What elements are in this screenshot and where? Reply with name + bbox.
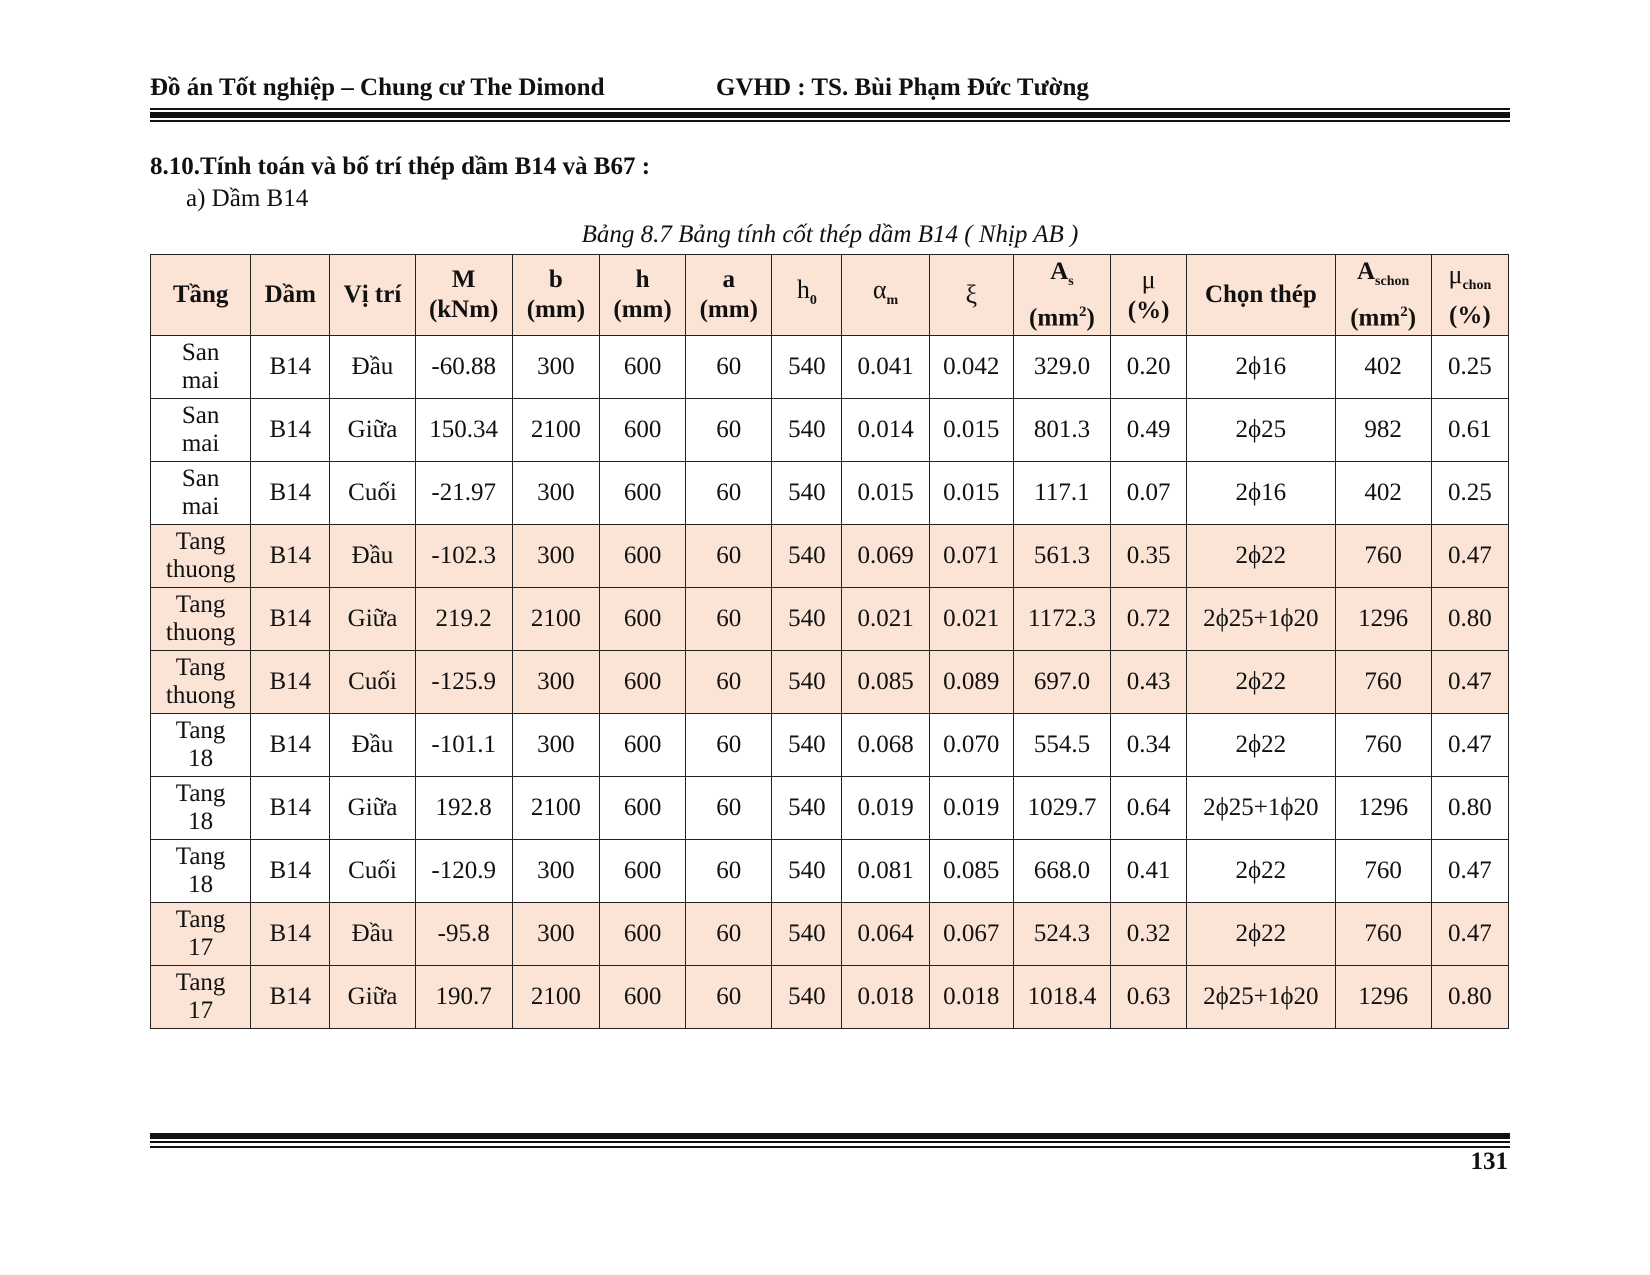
cell-mu: 0.32: [1111, 903, 1187, 966]
cell-mu: 0.49: [1111, 399, 1187, 462]
cell-h: 600: [599, 840, 685, 903]
cell-h: 600: [599, 588, 685, 651]
col-header-a: a (mm): [686, 255, 772, 336]
cell-h: 600: [599, 966, 685, 1029]
cell-tang: Tang 18: [151, 714, 251, 777]
table-caption: Bảng 8.7 Bảng tính cốt thép dầm B14 ( Nhịp AB ): [581, 221, 1079, 248]
cell-muchon: 0.47: [1431, 840, 1508, 903]
cell-a: 60: [686, 525, 772, 588]
cell-aschon: 402: [1335, 462, 1431, 525]
cell-xi: 0.071: [929, 525, 1013, 588]
table-row: [151, 588, 1509, 651]
cell-dam: B14: [251, 714, 330, 777]
table-row: [151, 462, 1509, 525]
cell-thep: 2ϕ25: [1187, 399, 1335, 462]
cell-tang: Tang 18: [151, 777, 251, 840]
cell-b: 2100: [512, 588, 599, 651]
cell-tang: Tang thuong: [151, 651, 251, 714]
col-header-as: $A_s$ $(mm^2)$: [1013, 255, 1110, 336]
cell-aschon: 760: [1335, 840, 1431, 903]
col-header-vitri: Vị trí: [330, 255, 415, 336]
cell-mu: 0.34: [1111, 714, 1187, 777]
table-row: [151, 966, 1509, 1029]
table-row: [151, 399, 1509, 462]
cell-h0: 540: [772, 525, 842, 588]
cell-mu: 0.72: [1111, 588, 1187, 651]
cell-aschon: 760: [1335, 651, 1431, 714]
cell-dam: B14: [251, 525, 330, 588]
cell-tang: Tang 17: [151, 903, 251, 966]
cell-as: 117.1: [1013, 462, 1110, 525]
cell-alpha: 0.085: [842, 651, 929, 714]
col-header-mu: μ (%): [1111, 255, 1187, 336]
cell-b: 300: [512, 714, 599, 777]
cell-dam: B14: [251, 399, 330, 462]
cell-muchon: 0.80: [1431, 588, 1508, 651]
cell-as: 524.3: [1013, 903, 1110, 966]
cell-mu: 0.43: [1111, 651, 1187, 714]
cell-muchon: 0.80: [1431, 777, 1508, 840]
cell-as: 1029.7: [1013, 777, 1110, 840]
col-header-tang: Tầng: [151, 255, 251, 336]
cell-dam: B14: [251, 840, 330, 903]
cell-thep: 2ϕ25+1ϕ20: [1187, 966, 1335, 1029]
cell-a: 60: [686, 777, 772, 840]
cell-muchon: 0.25: [1431, 336, 1508, 399]
cell-thep: 2ϕ22: [1187, 525, 1335, 588]
cell-aschon: 1296: [1335, 777, 1431, 840]
cell-thep: 2ϕ22: [1187, 840, 1335, 903]
col-header-xi: ξ: [929, 255, 1013, 336]
cell-tang: San mai: [151, 462, 251, 525]
cell-b: 2100: [512, 399, 599, 462]
cell-xi: 0.015: [929, 462, 1013, 525]
cell-vitri: Cuối: [330, 462, 415, 525]
cell-a: 60: [686, 714, 772, 777]
cell-as: 1172.3: [1013, 588, 1110, 651]
header-title: Đồ án Tốt nghiệp – Chung cư The Dimond: [150, 74, 605, 101]
cell-h0: 540: [772, 903, 842, 966]
cell-thep: 2ϕ22: [1187, 651, 1335, 714]
cell-xi: 0.085: [929, 840, 1013, 903]
table-row: [151, 714, 1509, 777]
cell-b: 2100: [512, 966, 599, 1029]
cell-tang: Tang thuong: [151, 525, 251, 588]
cell-b: 2100: [512, 777, 599, 840]
cell-h0: 540: [772, 462, 842, 525]
cell-alpha: 0.021: [842, 588, 929, 651]
cell-b: 300: [512, 840, 599, 903]
cell-dam: B14: [251, 966, 330, 1029]
col-header-aschon: $A_{schon}$ $(mm^2)$: [1335, 255, 1431, 336]
cell-vitri: Đầu: [330, 336, 415, 399]
cell-h: 600: [599, 903, 685, 966]
cell-aschon: 402: [1335, 336, 1431, 399]
cell-vitri: Giữa: [330, 588, 415, 651]
cell-b: 300: [512, 525, 599, 588]
cell-aschon: 760: [1335, 525, 1431, 588]
cell-a: 60: [686, 462, 772, 525]
header-rule: [150, 108, 1510, 125]
col-header-h0: $h_0$: [772, 255, 842, 336]
cell-m: -21.97: [415, 462, 512, 525]
cell-m: 150.34: [415, 399, 512, 462]
cell-xi: 0.042: [929, 336, 1013, 399]
cell-muchon: 0.61: [1431, 399, 1508, 462]
header-advisor: GVHD : TS. Bùi Phạm Đức Tường: [716, 74, 1089, 101]
cell-b: 300: [512, 651, 599, 714]
sub-heading: a) Dầm B14: [186, 185, 309, 212]
col-header-alpha: $\alpha_m$: [842, 255, 929, 336]
cell-muchon: 0.80: [1431, 966, 1508, 1029]
col-header-m: M (kNm): [415, 255, 512, 336]
cell-mu: 0.64: [1111, 777, 1187, 840]
cell-m: -125.9: [415, 651, 512, 714]
footer-rule: [150, 1133, 1510, 1150]
cell-m: 219.2: [415, 588, 512, 651]
cell-muchon: 0.47: [1431, 714, 1508, 777]
cell-alpha: 0.068: [842, 714, 929, 777]
cell-aschon: 1296: [1335, 966, 1431, 1029]
cell-xi: 0.019: [929, 777, 1013, 840]
cell-a: 60: [686, 651, 772, 714]
cell-b: 300: [512, 903, 599, 966]
cell-thep: 2ϕ25+1ϕ20: [1187, 588, 1335, 651]
cell-dam: B14: [251, 462, 330, 525]
page-header: [150, 74, 1510, 106]
cell-m: -102.3: [415, 525, 512, 588]
cell-muchon: 0.47: [1431, 651, 1508, 714]
cell-dam: B14: [251, 336, 330, 399]
cell-m: -95.8: [415, 903, 512, 966]
cell-a: 60: [686, 399, 772, 462]
table-row: [151, 840, 1509, 903]
cell-h0: 540: [772, 777, 842, 840]
cell-aschon: 760: [1335, 714, 1431, 777]
cell-xi: 0.021: [929, 588, 1013, 651]
cell-as: 329.0: [1013, 336, 1110, 399]
cell-dam: B14: [251, 588, 330, 651]
cell-m: -60.88: [415, 336, 512, 399]
table-header-row: [151, 255, 1509, 336]
page-number: 131: [1470, 1148, 1508, 1175]
table-row: [151, 777, 1509, 840]
cell-alpha: 0.014: [842, 399, 929, 462]
table-row: [151, 525, 1509, 588]
cell-m: 190.7: [415, 966, 512, 1029]
rebar-table: [150, 254, 1509, 1029]
cell-tang: San mai: [151, 399, 251, 462]
cell-mu: 0.41: [1111, 840, 1187, 903]
cell-alpha: 0.069: [842, 525, 929, 588]
cell-xi: 0.070: [929, 714, 1013, 777]
cell-dam: B14: [251, 903, 330, 966]
cell-xi: 0.067: [929, 903, 1013, 966]
cell-h0: 540: [772, 714, 842, 777]
cell-mu: 0.07: [1111, 462, 1187, 525]
col-header-muchon: $\mu_{chon}$ (%): [1431, 255, 1508, 336]
cell-h0: 540: [772, 399, 842, 462]
cell-m: -120.9: [415, 840, 512, 903]
cell-a: 60: [686, 966, 772, 1029]
cell-h: 600: [599, 462, 685, 525]
cell-h0: 540: [772, 966, 842, 1029]
col-header-dam: Dầm: [251, 255, 330, 336]
cell-thep: 2ϕ22: [1187, 903, 1335, 966]
cell-vitri: Đầu: [330, 714, 415, 777]
table-row: [151, 651, 1509, 714]
cell-a: 60: [686, 840, 772, 903]
cell-h: 600: [599, 336, 685, 399]
cell-h0: 540: [772, 336, 842, 399]
cell-tang: Tang 18: [151, 840, 251, 903]
cell-thep: 2ϕ16: [1187, 462, 1335, 525]
cell-aschon: 1296: [1335, 588, 1431, 651]
cell-alpha: 0.041: [842, 336, 929, 399]
cell-h: 600: [599, 714, 685, 777]
cell-vitri: Giữa: [330, 966, 415, 1029]
cell-as: 697.0: [1013, 651, 1110, 714]
cell-alpha: 0.019: [842, 777, 929, 840]
cell-dam: B14: [251, 777, 330, 840]
cell-tang: Tang thuong: [151, 588, 251, 651]
cell-vitri: Cuối: [330, 651, 415, 714]
cell-h0: 540: [772, 651, 842, 714]
cell-h0: 540: [772, 588, 842, 651]
cell-h: 600: [599, 525, 685, 588]
cell-as: 554.5: [1013, 714, 1110, 777]
cell-h: 600: [599, 777, 685, 840]
cell-m: -101.1: [415, 714, 512, 777]
table-body: [151, 336, 1509, 1029]
cell-alpha: 0.064: [842, 903, 929, 966]
cell-dam: B14: [251, 651, 330, 714]
cell-h0: 540: [772, 840, 842, 903]
cell-xi: 0.018: [929, 966, 1013, 1029]
cell-b: 300: [512, 336, 599, 399]
cell-muchon: 0.47: [1431, 525, 1508, 588]
cell-a: 60: [686, 588, 772, 651]
cell-b: 300: [512, 462, 599, 525]
cell-thep: 2ϕ22: [1187, 714, 1335, 777]
cell-xi: 0.015: [929, 399, 1013, 462]
cell-a: 60: [686, 336, 772, 399]
cell-muchon: 0.47: [1431, 903, 1508, 966]
cell-a: 60: [686, 903, 772, 966]
cell-thep: 2ϕ25+1ϕ20: [1187, 777, 1335, 840]
table-row: [151, 336, 1509, 399]
col-header-chon-thep: Chọn thép: [1187, 255, 1335, 336]
cell-vitri: Đầu: [330, 903, 415, 966]
cell-as: 801.3: [1013, 399, 1110, 462]
cell-h: 600: [599, 651, 685, 714]
cell-tang: Tang 17: [151, 966, 251, 1029]
col-header-b: b (mm): [512, 255, 599, 336]
col-header-h: h (mm): [599, 255, 685, 336]
cell-vitri: Đầu: [330, 525, 415, 588]
cell-h: 600: [599, 399, 685, 462]
cell-tang: San mai: [151, 336, 251, 399]
section-heading: 8.10.Tính toán và bố trí thép dầm B14 và B67 :: [150, 153, 651, 180]
cell-mu: 0.20: [1111, 336, 1187, 399]
cell-thep: 2ϕ16: [1187, 336, 1335, 399]
cell-xi: 0.089: [929, 651, 1013, 714]
cell-aschon: 982: [1335, 399, 1431, 462]
cell-as: 561.3: [1013, 525, 1110, 588]
cell-as: 1018.4: [1013, 966, 1110, 1029]
cell-alpha: 0.018: [842, 966, 929, 1029]
cell-aschon: 760: [1335, 903, 1431, 966]
cell-vitri: Cuối: [330, 840, 415, 903]
cell-alpha: 0.015: [842, 462, 929, 525]
cell-vitri: Giữa: [330, 399, 415, 462]
table-row: [151, 903, 1509, 966]
cell-mu: 0.35: [1111, 525, 1187, 588]
cell-vitri: Giữa: [330, 777, 415, 840]
cell-muchon: 0.25: [1431, 462, 1508, 525]
cell-m: 192.8: [415, 777, 512, 840]
cell-as: 668.0: [1013, 840, 1110, 903]
cell-mu: 0.63: [1111, 966, 1187, 1029]
cell-alpha: 0.081: [842, 840, 929, 903]
